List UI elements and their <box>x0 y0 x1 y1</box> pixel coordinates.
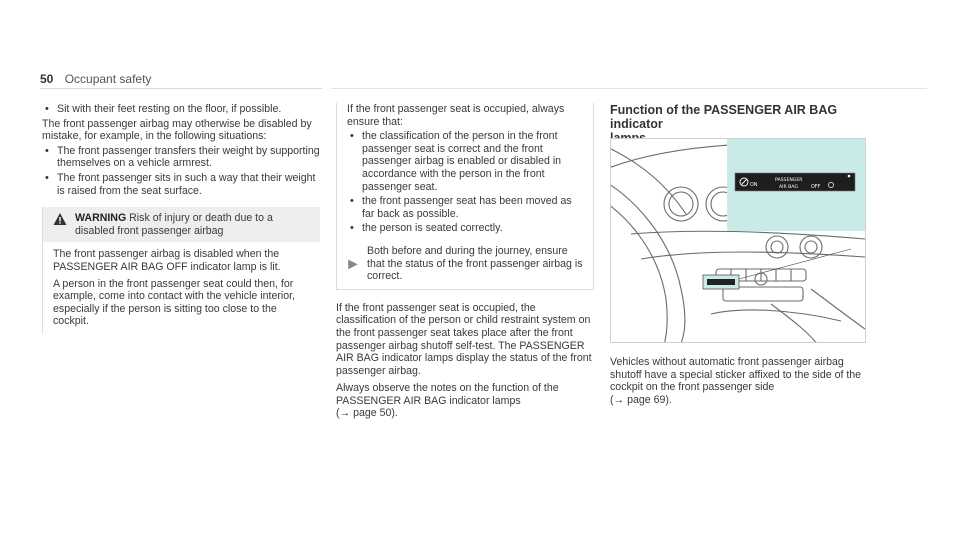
warning-title: Risk of injury or death due to a disabled front passenger airbag <box>75 212 273 237</box>
page-reference: (→ page 50). <box>336 407 398 420</box>
warning-header <box>43 207 320 242</box>
bullet-list-top <box>42 103 320 116</box>
indicator-off-text: OFF <box>811 185 821 190</box>
cockpit-drawing <box>611 139 865 342</box>
page-header <box>40 72 151 86</box>
page-number: 50 <box>40 72 54 86</box>
paragraph: A person in the front passenger seat could then, for example, come into contact with the vehicle interior, especially if the person is sitting too close to the cockpit. <box>53 277 296 328</box>
header-rule-right <box>331 88 927 89</box>
step-text: Both before and during the journey, ensure that the status of the front passenger airbag is correct. <box>367 244 583 283</box>
illustration-caption-block <box>610 356 872 408</box>
illustration-caption: Vehicles without automatic front passenger airbag shutoff have a special sticker affixed to the side of the cockpit on the front passenger side <box>610 356 862 394</box>
warning-heading-text <box>75 212 312 237</box>
paragraph: The front passenger airbag may otherwise be disabled by mistake, for example, in the following situations: <box>42 117 312 143</box>
list-item: • the front passenger seat has been moved as far back as possible. <box>347 195 585 220</box>
list-item: • The front passenger transfers their weight by supporting themselves on a vehicle armrest. <box>42 145 320 170</box>
paragraph: If the front passenger seat is occupied, the classification of the person or child restraint system on the front passenger seat takes place after the front passenger airbag shutoff self-test. The PASSENGER AIR BAG indicator lamps display the status of the front passenger airbag. <box>336 301 592 377</box>
warning-body <box>43 242 320 334</box>
bullet-list-conditions <box>347 130 585 235</box>
section-title: Occupant safety <box>64 72 152 86</box>
dashboard-illustration <box>610 138 866 343</box>
warning-triangle-icon <box>53 212 67 226</box>
indicator-dot <box>848 175 851 178</box>
paragraph: The front passenger airbag is disabled when the PASSENGER AIR BAG OFF indicator lamp is lit. <box>53 248 281 273</box>
info-box <box>336 103 594 290</box>
indicator-label-2: AIR BAG <box>779 185 798 190</box>
page-reference: (→ page 69). <box>610 393 672 406</box>
list-item: • the person is seated correctly. <box>347 222 585 235</box>
column-middle <box>336 103 594 422</box>
indicator-on-text: ON <box>750 183 758 188</box>
indicator-label-1: PASSENGER <box>775 178 803 183</box>
paragraph: If the front passenger seat is occupied, always ensure that: <box>347 103 565 128</box>
list-item: • The front passenger sits in such a way that their weight is raised from the seat surface. <box>42 172 320 197</box>
arrow-right-icon <box>347 245 359 283</box>
paragraph: Always observe the notes on the function of the PASSENGER AIR BAG indicator lamps <box>336 382 559 407</box>
bullet-list-situations <box>42 145 320 197</box>
list-item: • Sit with their feet resting on the floor, if possible. <box>42 103 320 116</box>
column-left <box>42 103 320 334</box>
section-heading-line: Function of the PASSENGER AIR BAG indicator <box>610 103 838 131</box>
instruction-step <box>347 245 585 283</box>
header-rule <box>40 88 322 89</box>
warning-box <box>42 207 320 334</box>
warning-label: WARNING <box>75 212 127 225</box>
list-item: • the classification of the person in the front passenger seat is correct and the front passenger airbag is enabled or disabled in accordance with the person in the front passenger seat. <box>347 130 585 193</box>
